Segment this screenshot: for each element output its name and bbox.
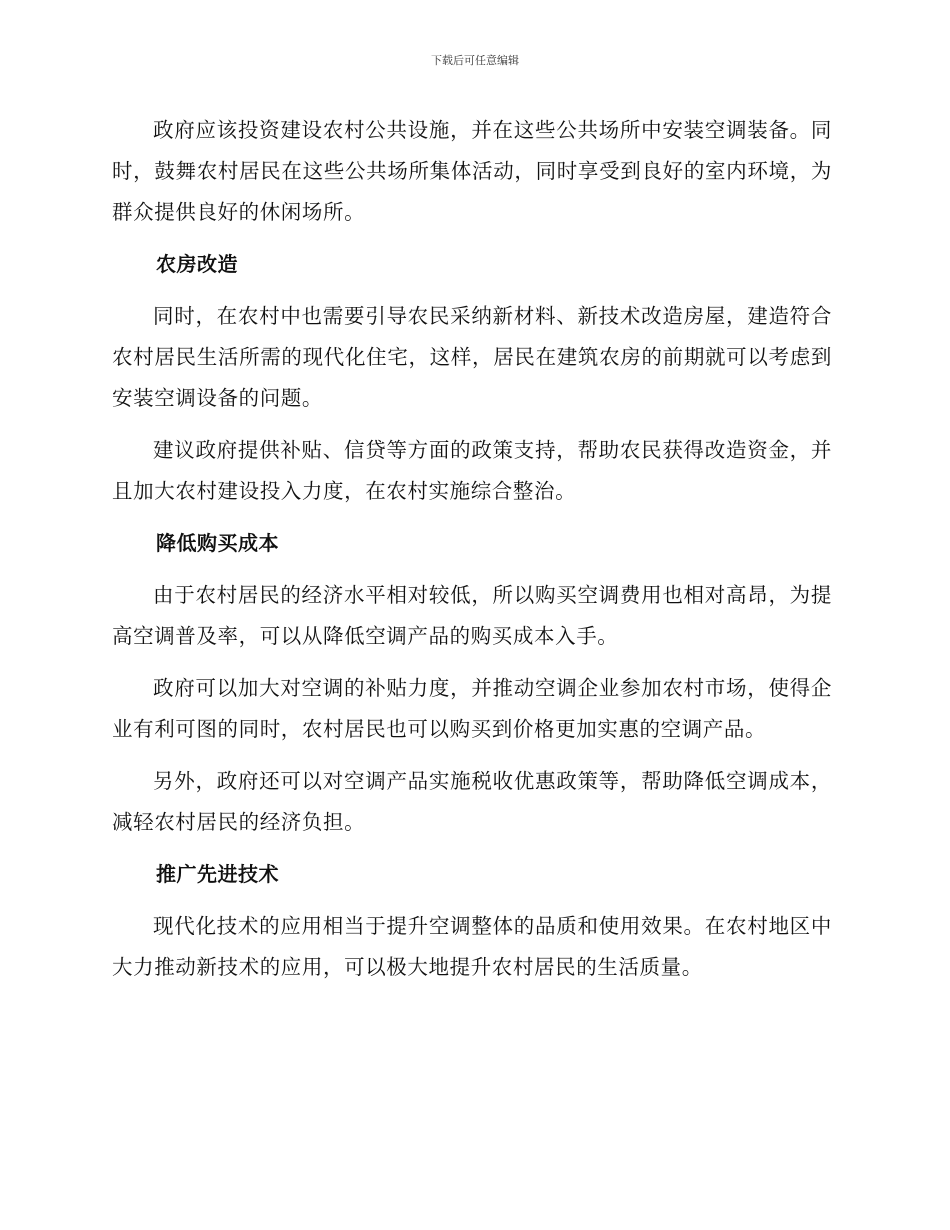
page-header: 下载后可任意编辑 — [431, 54, 519, 67]
paragraph-cost-tax: 另外，政府还可以对空调产品实施税收优惠政策等，帮助降低空调成本，减轻农村居民的经济负担。 — [112, 769, 832, 834]
section-heading-reduce-cost: 降低购买成本 — [156, 531, 279, 555]
paragraph-cost-background: 由于农村居民的经济水平相对较低，所以购买空调费用也相对高昂，为提高空调普及率，可以从降低空调产品的购买成本入手。 — [112, 583, 832, 648]
paragraph-housing-subsidy: 建议政府提供补贴、信贷等方面的政策支持，帮助农民获得改造资金，并且加大农村建设投入力度，在农村实施综合整治。 — [112, 438, 832, 503]
section-heading-housing-renovation: 农房改造 — [156, 252, 238, 276]
document-body — [112, 110, 832, 999]
paragraph-technology: 现代化技术的应用相当于提升空调整体的品质和使用效果。在农村地区中大力推动新技术的应用，可以极大地提升农村居民的生活质量。 — [112, 914, 832, 979]
paragraph-cost-subsidy: 政府可以加大对空调的补贴力度，并推动空调企业参加农村市场，使得企业有利可图的同时，农村居民也可以购买到价格更加实惠的空调产品。 — [112, 676, 832, 741]
paragraph-public-facilities: 政府应该投资建设农村公共设施，并在这些公共场所中安装空调装备。同时，鼓舞农村居民在这些公共场所集体活动，同时享受到良好的室内环境，为群众提供良好的休闲场所。 — [112, 118, 832, 224]
section-heading-advanced-technology: 推广先进技术 — [156, 862, 279, 886]
paragraph-housing-guidance: 同时，在农村中也需要引导农民采纳新材料、新技术改造房屋，建造符合农村居民生活所需的现代化住宅，这样，居民在建筑农房的前期就可以考虑到安装空调设备的问题。 — [112, 304, 832, 410]
